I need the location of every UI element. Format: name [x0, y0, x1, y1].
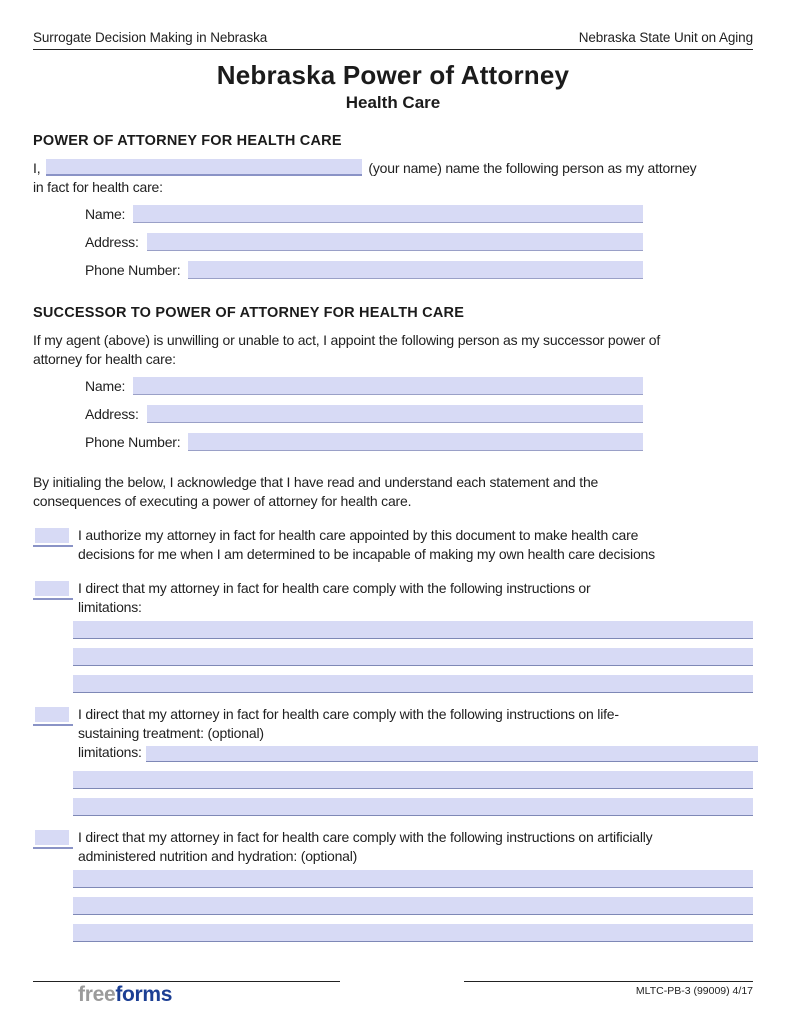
agent-fields	[85, 205, 643, 279]
initials-field-3-fill[interactable]	[35, 707, 69, 722]
header-left-text: Surrogate Decision Making in Nebraska	[33, 30, 268, 45]
agent-phone-row	[85, 261, 643, 279]
brand-forms: forms	[115, 983, 173, 1006]
statement-2-line-1: I direct that my attorney in fact for health care comply with the following instructions or	[78, 580, 591, 596]
statement-2-line-2: limitations:	[78, 599, 142, 615]
successor-name-row	[85, 377, 643, 395]
principal-name-field[interactable]	[46, 159, 362, 176]
successor-fields	[85, 377, 643, 451]
nutrition-blank-line-1[interactable]	[73, 870, 753, 888]
limitations-label: limitations:	[78, 744, 142, 760]
initials-field-1[interactable]	[33, 528, 73, 547]
statement-nutrition-hydration-text	[78, 828, 753, 942]
statement-3-line-1: I direct that my attorney in fact for health care comply with the following instructions on life-	[78, 706, 619, 722]
agent-address-row	[85, 233, 643, 251]
statement-1-line-1: I authorize my attorney in fact for health care appointed by this document to make health care	[78, 527, 639, 543]
instructions-blank-line-3[interactable]	[73, 675, 753, 693]
page-subtitle: Health Care	[345, 93, 441, 112]
statement-nutrition-hydration	[33, 828, 753, 942]
statement-instructions-text	[78, 579, 753, 693]
poa-intro	[33, 159, 753, 197]
successor-intro	[33, 331, 753, 369]
statement-life-sustaining-text	[78, 705, 753, 816]
agent-phone-field[interactable]	[188, 261, 643, 279]
initials-field-2[interactable]	[33, 581, 73, 600]
successor-phone-label: Phone Number:	[85, 434, 181, 450]
agent-name-label: Name:	[85, 206, 126, 222]
header-right-text: Nebraska State Unit on Aging	[578, 30, 753, 45]
limitations-row	[78, 743, 753, 762]
section-heading-successor: SUCCESSOR TO POWER OF ATTORNEY FOR HEALTH CARE	[33, 305, 465, 321]
agent-phone-label: Phone Number:	[85, 262, 181, 278]
statement-authorize-text	[78, 526, 753, 564]
nutrition-blank-line-2[interactable]	[73, 897, 753, 915]
statement-authorize	[33, 526, 753, 564]
statement-4-line-1: I direct that my attorney in fact for health care comply with the following instructions on artificially	[78, 829, 653, 845]
successor-intro-line2: attorney for health care:	[33, 351, 176, 367]
agent-address-label: Address:	[85, 234, 139, 250]
section-heading-poa: POWER OF ATTORNEY FOR HEALTH CARE	[33, 133, 342, 149]
successor-name-label: Name:	[85, 378, 126, 394]
agent-name-row	[85, 205, 643, 223]
agent-address-field[interactable]	[147, 233, 643, 251]
statement-instructions	[33, 579, 753, 693]
poa-intro-prefix: I,	[33, 160, 41, 176]
page-footer	[33, 981, 753, 1007]
instructions-blank-line-1[interactable]	[73, 621, 753, 639]
successor-phone-field[interactable]	[188, 433, 643, 451]
successor-address-label: Address:	[85, 406, 139, 422]
initials-field-4-fill[interactable]	[35, 830, 69, 845]
freeforms-logo	[78, 983, 340, 1007]
acknowledgment-paragraph	[33, 473, 753, 511]
initials-field-3[interactable]	[33, 707, 73, 726]
limitations-inline-field[interactable]	[146, 746, 758, 762]
agent-name-field[interactable]	[133, 205, 643, 223]
life-sustaining-blank-line-1[interactable]	[73, 771, 753, 789]
acknowledgment-line2: consequences of executing a power of attorney for health care.	[33, 493, 412, 509]
initials-field-2-fill[interactable]	[35, 581, 69, 596]
footer-left	[33, 981, 340, 1007]
poa-intro-line1-rest: (your name) name the following person as my attorney	[368, 160, 697, 176]
life-sustaining-blank-line-2[interactable]	[73, 798, 753, 816]
successor-name-field[interactable]	[133, 377, 643, 395]
doc-code: MLTC-PB-3 (99009) 4/17	[635, 985, 753, 997]
acknowledgment-line1: By initialing the below, I acknowledge that I have read and understand each statement and the	[33, 474, 599, 490]
statement-3-line-2: sustaining treatment: (optional)	[78, 725, 264, 741]
initials-field-4[interactable]	[33, 830, 73, 849]
statement-4-line-2: administered nutrition and hydration: (optional)	[78, 848, 358, 864]
footer-right	[464, 981, 753, 1007]
statement-life-sustaining	[33, 705, 753, 816]
instructions-blank-line-2[interactable]	[73, 648, 753, 666]
poa-intro-line1	[33, 159, 753, 178]
successor-intro-line1: If my agent (above) is unwilling or unable to act, I appoint the following person as my successor power of	[33, 332, 661, 348]
successor-address-field[interactable]	[147, 405, 643, 423]
poa-intro-line2: in fact for health care:	[33, 179, 163, 195]
nutrition-blank-line-3[interactable]	[73, 924, 753, 942]
successor-phone-row	[85, 433, 643, 451]
page-title: Nebraska Power of Attorney	[216, 60, 570, 90]
brand-free: free	[78, 983, 116, 1006]
initials-field-1-fill[interactable]	[35, 528, 69, 543]
statement-1-line-2: decisions for me when I am determined to be incapable of making my own health care decisions	[78, 546, 655, 562]
page-header	[33, 30, 753, 50]
successor-address-row	[85, 405, 643, 423]
